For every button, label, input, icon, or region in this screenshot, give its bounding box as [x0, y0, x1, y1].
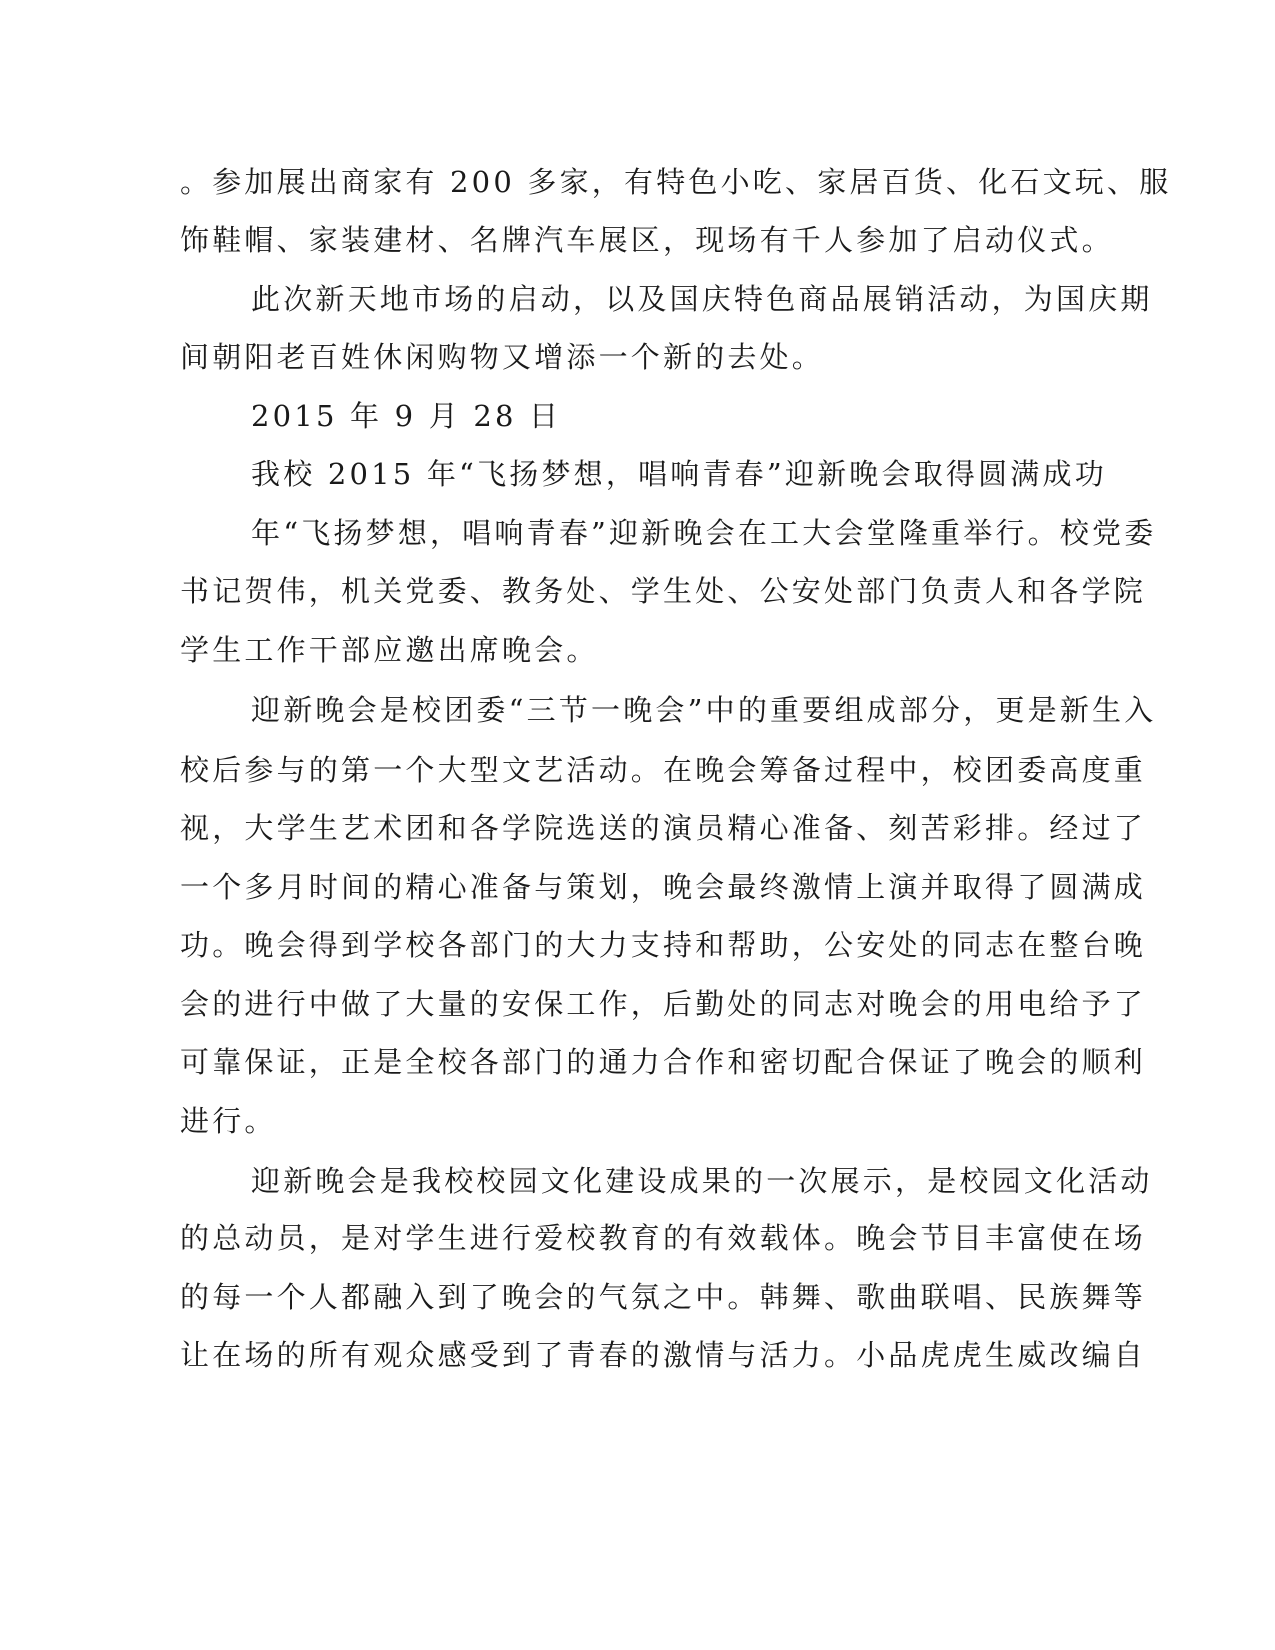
- text-line: 迎新晚会是校团委“三节一晚会”中的重要组成部分，更是新生入: [251, 693, 1157, 727]
- text-line: 年“飞扬梦想，唱响青春”迎新晚会在工大会堂隆重举行。校党委: [251, 516, 1157, 550]
- text-line: 间朝阳老百姓休闲购物又增添一个新的去处。: [180, 340, 825, 374]
- text-line: 的每一个人都融入到了晚会的气氛之中。韩舞、歌曲联唱、民族舞等: [180, 1280, 1147, 1314]
- text-line: 会的进行中做了大量的安保工作，后勤处的同志对晚会的用电给予了: [180, 987, 1147, 1021]
- text-line: 视，大学生艺术团和各学院选送的演员精心准备、刻苦彩排。经过了: [180, 811, 1147, 845]
- text-line: 饰鞋帽、家装建材、名牌汽车展区，现场有千人参加了启动仪式。: [180, 223, 1114, 257]
- article-title: 我校 2015 年“飞扬梦想，唱响青春”迎新晚会取得圆满成功: [251, 457, 1107, 491]
- text-line: 功。晚会得到学校各部门的大力支持和帮助，公安处的同志在整台晚: [180, 928, 1147, 962]
- date-line: 2015 年 9 月 28 日: [251, 399, 562, 433]
- text-line: 书记贺伟，机关党委、教务处、学生处、公安处部门负责人和各学院: [180, 574, 1147, 608]
- text-line: 此次新天地市场的启动，以及国庆特色商品展销活动，为国庆期: [251, 282, 1153, 316]
- text-line: 迎新晚会是我校校园文化建设成果的一次展示，是校园文化活动: [251, 1164, 1153, 1198]
- text-line: 进行。: [180, 1104, 277, 1138]
- text-line: 校后参与的第一个大型文艺活动。在晚会筹备过程中，校团委高度重: [180, 753, 1147, 787]
- text-line: 的总动员，是对学生进行爱校教育的有效载体。晚会节目丰富使在场: [180, 1221, 1147, 1255]
- text-line: 学生工作干部应邀出席晚会。: [180, 633, 599, 667]
- text-line: 让在场的所有观众感受到了青春的激情与活力。小品虎虎生威改编自: [180, 1338, 1147, 1372]
- text-line: 可靠保证，正是全校各部门的通力合作和密切配合保证了晚会的顺利: [180, 1045, 1147, 1079]
- text-line: 。参加展出商家有 200 多家，有特色小吃、家居百货、化石文玩、服: [180, 165, 1172, 199]
- text-line: 一个多月时间的精心准备与策划，晚会最终激情上演并取得了圆满成: [180, 870, 1147, 904]
